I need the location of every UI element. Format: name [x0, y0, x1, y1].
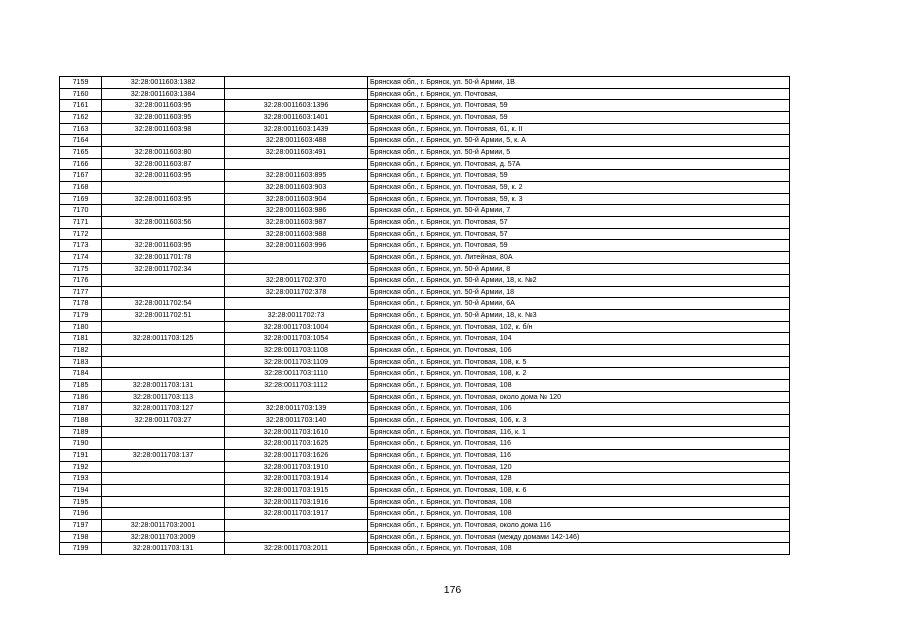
row-number-cell: 7175	[60, 263, 102, 275]
parcel-cadastral-number-cell	[102, 275, 225, 287]
object-cadastral-number-cell	[225, 298, 368, 310]
table-row	[60, 298, 790, 310]
object-cadastral-number-cell: 32:28:0011703:1109	[225, 356, 368, 368]
object-cadastral-number-cell: 32:28:0011603:895	[225, 170, 368, 182]
parcel-cadastral-number-cell	[102, 205, 225, 217]
parcel-cadastral-number-cell	[102, 473, 225, 485]
parcel-cadastral-number-cell	[102, 356, 225, 368]
object-cadastral-number-cell: 32:28:0011702:73	[225, 310, 368, 322]
parcel-cadastral-number-cell: 32:28:0011603:95	[102, 193, 225, 205]
row-number-cell: 7179	[60, 310, 102, 322]
table-row	[60, 88, 790, 100]
address-cell: Брянская обл., г. Брянск, ул. Почтовая, 108	[368, 496, 790, 508]
address-cell: Брянская обл., г. Брянск, ул. Почтовая, 128	[368, 473, 790, 485]
address-cell: Брянская обл., г. Брянск, ул. Почтовая, 59	[368, 240, 790, 252]
parcel-cadastral-number-cell	[102, 286, 225, 298]
parcel-cadastral-number-cell	[102, 484, 225, 496]
table-row	[60, 496, 790, 508]
object-cadastral-number-cell: 32:28:0011603:986	[225, 205, 368, 217]
address-cell: Брянская обл., г. Брянск, ул. Почтовая, 108, к. 2	[368, 368, 790, 380]
object-cadastral-number-cell: 32:28:0011703:2011	[225, 543, 368, 555]
object-cadastral-number-cell: 32:28:0011603:988	[225, 228, 368, 240]
parcel-cadastral-number-cell: 32:28:0011701:78	[102, 251, 225, 263]
object-cadastral-number-cell: 32:28:0011703:1625	[225, 438, 368, 450]
table-row	[60, 356, 790, 368]
object-cadastral-number-cell: 32:28:0011703:1626	[225, 450, 368, 462]
table-row	[60, 263, 790, 275]
table-row	[60, 391, 790, 403]
object-cadastral-number-cell: 32:28:0011603:903	[225, 181, 368, 193]
parcel-cadastral-number-cell	[102, 461, 225, 473]
table-row	[60, 146, 790, 158]
table-row	[60, 321, 790, 333]
object-cadastral-number-cell: 32:28:0011703:1108	[225, 345, 368, 357]
parcel-cadastral-number-cell: 32:28:0011703:2001	[102, 519, 225, 531]
object-cadastral-number-cell: 32:28:0011603:488	[225, 135, 368, 147]
address-cell: Брянская обл., г. Брянск, ул. Почтовая, 104	[368, 333, 790, 345]
address-cell: Брянская обл., г. Брянск, ул. Почтовая, 59, к. 3	[368, 193, 790, 205]
row-number-cell: 7164	[60, 135, 102, 147]
table-row	[60, 158, 790, 170]
table-row	[60, 77, 790, 89]
object-cadastral-number-cell	[225, 531, 368, 543]
parcel-cadastral-number-cell	[102, 426, 225, 438]
table-row	[60, 403, 790, 415]
row-number-cell: 7186	[60, 391, 102, 403]
object-cadastral-number-cell	[225, 158, 368, 170]
object-cadastral-number-cell: 32:28:0011703:1110	[225, 368, 368, 380]
row-number-cell: 7191	[60, 450, 102, 462]
address-cell: Брянская обл., г. Брянск, ул. 50-й Армии, 18, к. №2	[368, 275, 790, 287]
page-number: 176	[443, 584, 462, 596]
address-cell: Брянская обл., г. Брянск, ул. 50-й Армии, 5	[368, 146, 790, 158]
parcel-cadastral-number-cell: 32:28:0011603:95	[102, 100, 225, 112]
parcel-cadastral-number-cell: 32:28:0011703:113	[102, 391, 225, 403]
address-cell: Брянская обл., г. Брянск, ул. 50-й Армии, 1В	[368, 77, 790, 89]
row-number-cell: 7185	[60, 380, 102, 392]
row-number-cell: 7163	[60, 123, 102, 135]
row-number-cell: 7176	[60, 275, 102, 287]
object-cadastral-number-cell: 32:28:0011703:1610	[225, 426, 368, 438]
address-cell: Брянская обл., г. Брянск, ул. 50-й Армии, 5, к. А	[368, 135, 790, 147]
address-cell: Брянская обл., г. Брянск, ул. Почтовая, 102, к. б/н	[368, 321, 790, 333]
row-number-cell: 7159	[60, 77, 102, 89]
parcel-cadastral-number-cell: 32:28:0011603:95	[102, 111, 225, 123]
row-number-cell: 7181	[60, 333, 102, 345]
object-cadastral-number-cell: 32:28:0011603:1439	[225, 123, 368, 135]
object-cadastral-number-cell: 32:28:0011703:1910	[225, 461, 368, 473]
row-number-cell: 7177	[60, 286, 102, 298]
address-cell: Брянская обл., г. Брянск, ул. Почтовая, 57	[368, 228, 790, 240]
row-number-cell: 7173	[60, 240, 102, 252]
object-cadastral-number-cell: 32:28:0011603:996	[225, 240, 368, 252]
object-cadastral-number-cell	[225, 88, 368, 100]
address-cell: Брянская обл., г. Брянск, ул. Почтовая, около дома 116	[368, 519, 790, 531]
row-number-cell: 7195	[60, 496, 102, 508]
table-row	[60, 310, 790, 322]
parcel-cadastral-number-cell: 32:28:0011703:137	[102, 450, 225, 462]
parcel-cadastral-number-cell: 32:28:0011603:95	[102, 170, 225, 182]
row-number-cell: 7187	[60, 403, 102, 415]
object-cadastral-number-cell: 32:28:0011703:1112	[225, 380, 368, 392]
row-number-cell: 7161	[60, 100, 102, 112]
parcel-cadastral-number-cell	[102, 345, 225, 357]
address-cell: Брянская обл., г. Брянск, ул. Почтовая, 116, к. 1	[368, 426, 790, 438]
address-cell: Брянская обл., г. Брянск, ул. Почтовая, 61, к. II	[368, 123, 790, 135]
parcel-cadastral-number-cell: 32:28:0011702:34	[102, 263, 225, 275]
address-cell: Брянская обл., г. Брянск, ул. Почтовая, д. 57А	[368, 158, 790, 170]
row-number-cell: 7196	[60, 508, 102, 520]
parcel-cadastral-number-cell	[102, 135, 225, 147]
table-row	[60, 368, 790, 380]
object-cadastral-number-cell: 32:28:0011603:491	[225, 146, 368, 158]
address-cell: Брянская обл., г. Брянск, ул. Почтовая, 108	[368, 508, 790, 520]
object-cadastral-number-cell	[225, 391, 368, 403]
parcel-cadastral-number-cell	[102, 181, 225, 193]
address-cell: Брянская обл., г. Брянск, ул. Почтовая, 106	[368, 345, 790, 357]
table-row	[60, 415, 790, 427]
object-cadastral-number-cell: 32:28:0011703:1914	[225, 473, 368, 485]
table-row	[60, 205, 790, 217]
address-cell: Брянская обл., г. Брянск, ул. Почтовая, 120	[368, 461, 790, 473]
row-number-cell: 7166	[60, 158, 102, 170]
address-cell: Брянская обл., г. Брянск, ул. 50-й Армии, 6А	[368, 298, 790, 310]
row-number-cell: 7171	[60, 216, 102, 228]
table-row	[60, 531, 790, 543]
address-cell: Брянская обл., г. Брянск, ул. Почтовая, 106	[368, 403, 790, 415]
address-cell: Брянская обл., г. Брянск, ул. Почтовая, около дома № 120	[368, 391, 790, 403]
address-cell: Брянская обл., г. Брянск, ул. 50-й Армии, 8	[368, 263, 790, 275]
table-row	[60, 473, 790, 485]
address-cell: Брянская обл., г. Брянск, ул. Почтовая, 116	[368, 438, 790, 450]
row-number-cell: 7167	[60, 170, 102, 182]
row-number-cell: 7190	[60, 438, 102, 450]
parcel-cadastral-number-cell	[102, 496, 225, 508]
table-row	[60, 240, 790, 252]
object-cadastral-number-cell: 32:28:0011703:1917	[225, 508, 368, 520]
table-row	[60, 333, 790, 345]
row-number-cell: 7197	[60, 519, 102, 531]
parcel-cadastral-number-cell: 32:28:0011603:80	[102, 146, 225, 158]
object-cadastral-number-cell	[225, 77, 368, 89]
row-number-cell: 7180	[60, 321, 102, 333]
row-number-cell: 7165	[60, 146, 102, 158]
row-number-cell: 7170	[60, 205, 102, 217]
address-cell: Брянская обл., г. Брянск, ул. 50-й Армии, 18	[368, 286, 790, 298]
table-row	[60, 135, 790, 147]
address-cell: Брянская обл., г. Брянск, ул. Почтовая, 108, к. 5	[368, 356, 790, 368]
table-row	[60, 123, 790, 135]
table-row	[60, 461, 790, 473]
parcel-cadastral-number-cell: 32:28:0011703:131	[102, 380, 225, 392]
parcel-cadastral-number-cell: 32:28:0011603:1384	[102, 88, 225, 100]
address-cell: Брянская обл., г. Брянск, ул. Литейная, 80А	[368, 251, 790, 263]
address-cell: Брянская обл., г. Брянск, ул. Почтовая (между домами 142-146)	[368, 531, 790, 543]
parcel-cadastral-number-cell	[102, 508, 225, 520]
object-cadastral-number-cell: 32:28:0011703:1915	[225, 484, 368, 496]
table-row	[60, 380, 790, 392]
parcel-cadastral-number-cell	[102, 438, 225, 450]
table-row	[60, 519, 790, 531]
object-cadastral-number-cell: 32:28:0011703:139	[225, 403, 368, 415]
object-cadastral-number-cell: 32:28:0011603:987	[225, 216, 368, 228]
parcel-cadastral-number-cell: 32:28:0011703:127	[102, 403, 225, 415]
address-cell: Брянская обл., г. Брянск, ул. Почтовая, 59, к. 2	[368, 181, 790, 193]
table-row	[60, 170, 790, 182]
table-row	[60, 181, 790, 193]
object-cadastral-number-cell: 32:28:0011703:1054	[225, 333, 368, 345]
address-cell: Брянская обл., г. Брянск, ул. Почтовая, 108	[368, 543, 790, 555]
parcel-cadastral-number-cell: 32:28:0011703:125	[102, 333, 225, 345]
object-cadastral-number-cell: 32:28:0011603:1401	[225, 111, 368, 123]
row-number-cell: 7169	[60, 193, 102, 205]
address-cell: Брянская обл., г. Брянск, ул. Почтовая, 108	[368, 380, 790, 392]
registry-table	[59, 76, 790, 555]
table-row	[60, 345, 790, 357]
parcel-cadastral-number-cell: 32:28:0011603:95	[102, 240, 225, 252]
table-row	[60, 438, 790, 450]
row-number-cell: 7178	[60, 298, 102, 310]
parcel-cadastral-number-cell: 32:28:0011703:27	[102, 415, 225, 427]
object-cadastral-number-cell: 32:28:0011703:140	[225, 415, 368, 427]
address-cell: Брянская обл., г. Брянск, ул. Почтовая, 116	[368, 450, 790, 462]
row-number-cell: 7198	[60, 531, 102, 543]
object-cadastral-number-cell: 32:28:0011603:904	[225, 193, 368, 205]
row-number-cell: 7189	[60, 426, 102, 438]
row-number-cell: 7172	[60, 228, 102, 240]
row-number-cell: 7192	[60, 461, 102, 473]
object-cadastral-number-cell: 32:28:0011702:370	[225, 275, 368, 287]
parcel-cadastral-number-cell: 32:28:0011603:56	[102, 216, 225, 228]
table-row	[60, 228, 790, 240]
row-number-cell: 7194	[60, 484, 102, 496]
table-row	[60, 484, 790, 496]
registry-table-body	[60, 77, 790, 555]
parcel-cadastral-number-cell: 32:28:0011703:2009	[102, 531, 225, 543]
table-row	[60, 450, 790, 462]
table-row	[60, 111, 790, 123]
address-cell: Брянская обл., г. Брянск, ул. Почтовая, 57	[368, 216, 790, 228]
table-row	[60, 251, 790, 263]
address-cell: Брянская обл., г. Брянск, ул. Почтовая, 59	[368, 100, 790, 112]
row-number-cell: 7182	[60, 345, 102, 357]
table-row	[60, 275, 790, 287]
row-number-cell: 7188	[60, 415, 102, 427]
table-row	[60, 216, 790, 228]
address-cell: Брянская обл., г. Брянск, ул. Почтовая, 59	[368, 111, 790, 123]
object-cadastral-number-cell: 32:28:0011702:378	[225, 286, 368, 298]
table-row	[60, 543, 790, 555]
address-cell: Брянская обл., г. Брянск, ул. Почтовая, 106, к. 3	[368, 415, 790, 427]
parcel-cadastral-number-cell	[102, 368, 225, 380]
row-number-cell: 7168	[60, 181, 102, 193]
parcel-cadastral-number-cell	[102, 228, 225, 240]
parcel-cadastral-number-cell: 32:28:0011603:98	[102, 123, 225, 135]
parcel-cadastral-number-cell: 32:28:0011702:54	[102, 298, 225, 310]
table-row	[60, 193, 790, 205]
address-cell: Брянская обл., г. Брянск, ул. Почтовая, 108, к. 6	[368, 484, 790, 496]
object-cadastral-number-cell	[225, 251, 368, 263]
row-number-cell: 7174	[60, 251, 102, 263]
address-cell: Брянская обл., г. Брянск, ул. 50-й Армии, 7	[368, 205, 790, 217]
address-cell: Брянская обл., г. Брянск, ул. 50-й Армии, 18, к. №3	[368, 310, 790, 322]
table-row	[60, 426, 790, 438]
row-number-cell: 7183	[60, 356, 102, 368]
object-cadastral-number-cell	[225, 263, 368, 275]
object-cadastral-number-cell	[225, 519, 368, 531]
row-number-cell: 7199	[60, 543, 102, 555]
object-cadastral-number-cell: 32:28:0011703:1916	[225, 496, 368, 508]
address-cell: Брянская обл., г. Брянск, ул. Почтовая, 59	[368, 170, 790, 182]
parcel-cadastral-number-cell: 32:28:0011703:131	[102, 543, 225, 555]
address-cell: Брянская обл., г. Брянск, ул. Почтовая,	[368, 88, 790, 100]
registry-sheet	[59, 76, 789, 555]
row-number-cell: 7160	[60, 88, 102, 100]
table-row	[60, 286, 790, 298]
row-number-cell: 7184	[60, 368, 102, 380]
table-row	[60, 508, 790, 520]
row-number-cell: 7162	[60, 111, 102, 123]
row-number-cell: 7193	[60, 473, 102, 485]
parcel-cadastral-number-cell: 32:28:0011603:87	[102, 158, 225, 170]
parcel-cadastral-number-cell	[102, 321, 225, 333]
object-cadastral-number-cell: 32:28:0011703:1004	[225, 321, 368, 333]
table-row	[60, 100, 790, 112]
parcel-cadastral-number-cell: 32:28:0011603:1382	[102, 77, 225, 89]
object-cadastral-number-cell: 32:28:0011603:1396	[225, 100, 368, 112]
parcel-cadastral-number-cell: 32:28:0011702:51	[102, 310, 225, 322]
